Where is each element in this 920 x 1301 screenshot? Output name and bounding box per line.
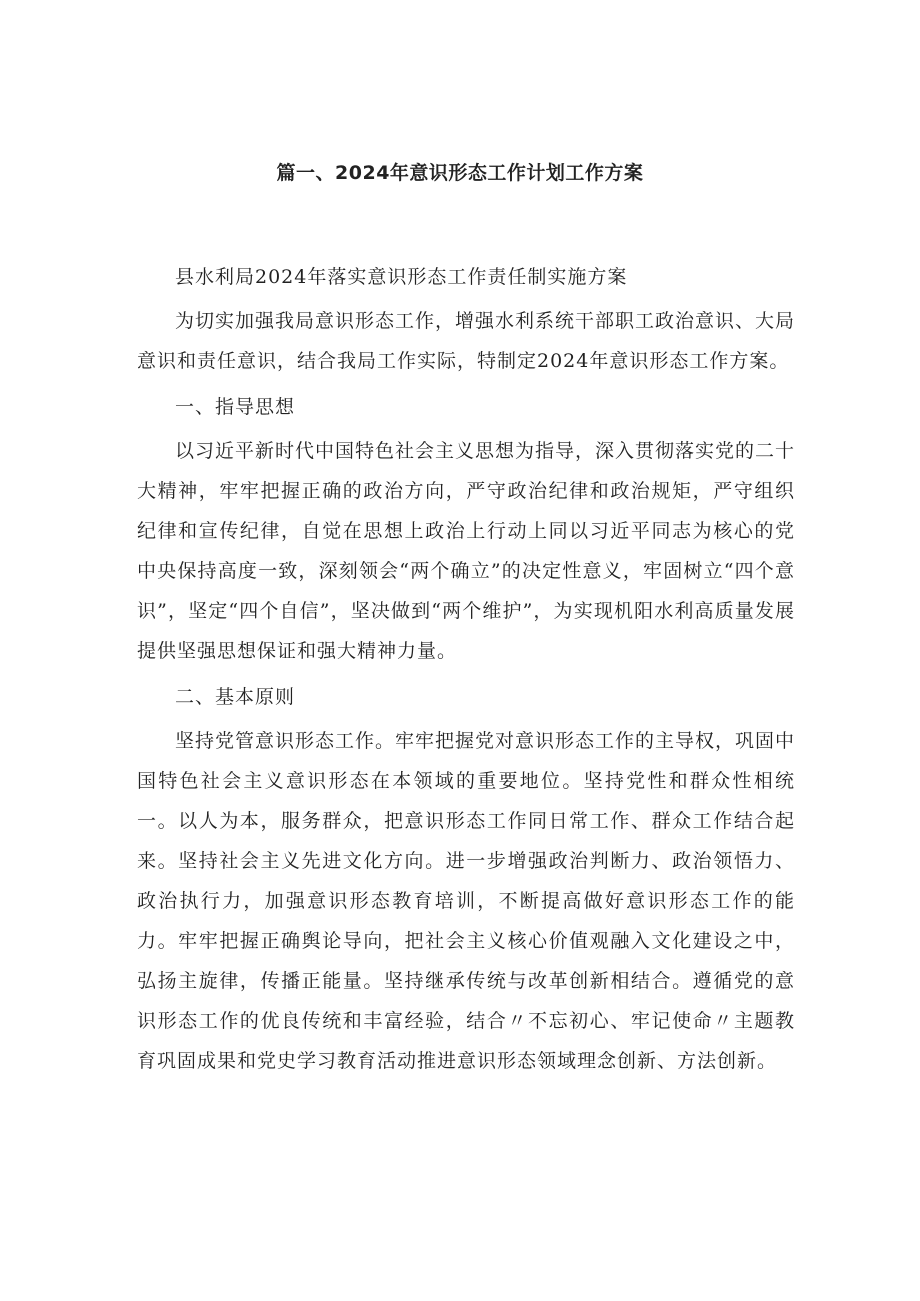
section-heading-basic-principles: 二、基本原则 <box>175 686 296 708</box>
document-subtitle: 县水利局2024年落实意识形态工作责任制实施方案 <box>175 266 628 288</box>
document-body <box>137 257 795 1081</box>
section-body-guiding-ideology: 以习近平新时代中国特色社会主义思想为指导，深入贯彻落实党的二十大精神，牢牢把握正确的政治方向，严守政治纪律和政治规矩，严守组织纪律和宣传纪律，自觉在思想上政治上行动上同以习近平同志为核心的党中央保持高度一致，深刻领会“两个确立”的决定性意义，牢固树立“四个意识”，坚定“四个自信”，坚决做到“两个维护”，为实现机阳水利高质量发展提供坚强思想保证和强大精神力量。 <box>137 440 796 662</box>
section-body-basic-principles: 坚持党管意识形态工作。牢牢把握党对意识形态工作的主导权，巩固中国特色社会主义意识形态在本领域的重要地位。坚持党性和群众性相统一。以人为本，服务群众，把意识形态工作同日常工作、群众工作结合起来。坚持社会主义先进文化方向。进一步增强政治判断力、政治领悟力、政治执行力，加强意识形态教育培训，不断提高做好意识形态工作的能力。牢牢把握正确舆论导向，把社会主义核心价值观融入文化建设之中，弘扬主旋律，传播正能量。坚持继承传统与改革创新相结合。遵循党的意识形态工作的优良传统和丰富经验，结合〃不忘初心、牢记使命〃主题教育巩固成果和党史学习教育活动推进意识形态领域理念创新、方法创新。 <box>137 730 796 1072</box>
intro-paragraph: 为切实加强我局意识形态工作，增强水利系统干部职工政治意识、大局意识和责任意识，结合我局工作实际，特制定2024年意识形态工作方案。 <box>137 310 796 372</box>
section-heading-guiding-ideology: 一、指导思想 <box>175 396 296 418</box>
document-title: 篇一、2024年意识形态工作计划工作方案 <box>276 162 644 184</box>
